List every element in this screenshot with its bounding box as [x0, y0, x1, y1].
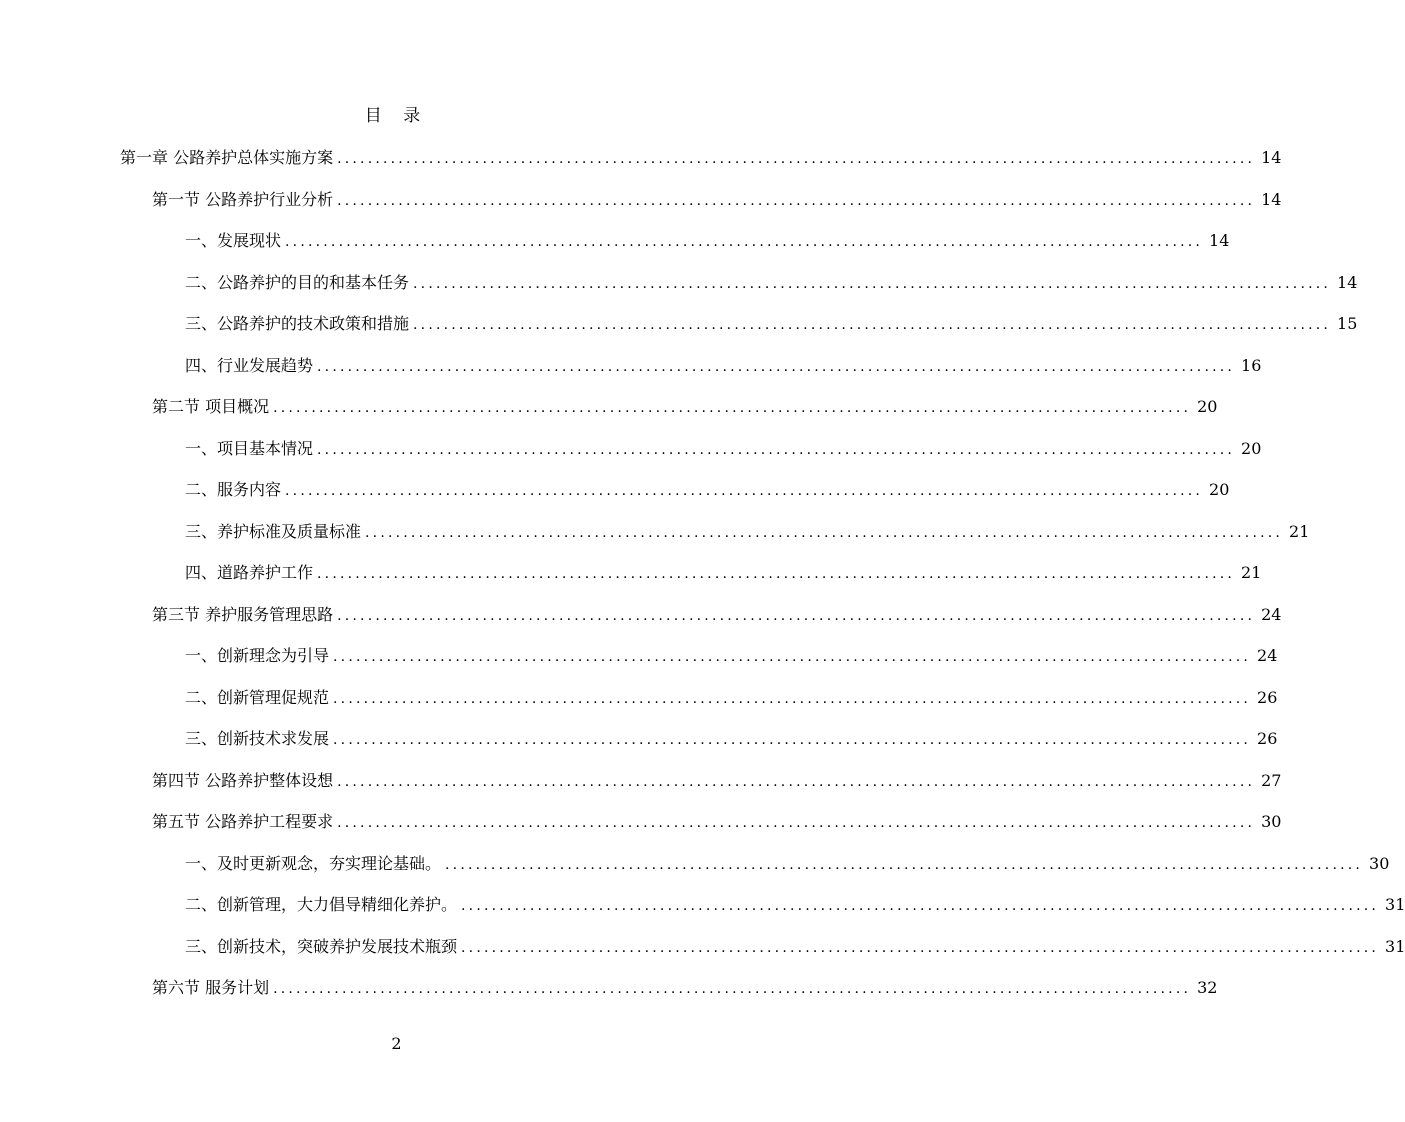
toc-entry-label: 三、创新技术求发展	[185, 729, 330, 748]
toc-entry[interactable]	[152, 769, 1282, 793]
toc-entry[interactable]	[185, 935, 1405, 959]
toc-entry-page: 15	[1337, 314, 1358, 333]
toc-title: 目 录	[364, 106, 429, 126]
toc-entry[interactable]	[185, 354, 1262, 378]
toc-dot-leader: ........................................................................................................................	[317, 358, 1236, 375]
toc-dot-leader: ........................................................................................................................	[333, 690, 1252, 707]
toc-entry-label: 第六节 服务计划	[152, 978, 270, 997]
toc-entry[interactable]	[152, 395, 1218, 419]
toc-entry-page: 14	[1337, 272, 1358, 292]
toc-entry-page: 20	[1209, 480, 1230, 499]
toc-entry-label: 四、道路养护工作	[185, 563, 314, 582]
toc-entry-page: 27	[1261, 770, 1282, 790]
toc-entry-label: 三、公路养护的技术政策和措施	[185, 314, 410, 333]
toc-dot-leader: ........................................................................................................................	[413, 317, 1332, 333]
toc-dot-leader: ........................................................................................................................	[285, 483, 1204, 499]
toc-entry-label: 三、养护标准及质量标准	[185, 521, 362, 541]
toc-entry-page: 26	[1257, 687, 1278, 707]
toc-entry-page: 32	[1197, 978, 1218, 997]
toc-entry[interactable]	[185, 686, 1278, 710]
toc-dot-leader: ........................................................................................................................	[337, 815, 1256, 831]
toc-entry-page: 14	[1261, 189, 1282, 209]
toc-entry-label: 第三节 养护服务管理思路	[152, 604, 334, 624]
toc-dot-leader: ........................................................................................................................	[285, 234, 1204, 250]
toc-dot-leader: ........................................................................................................................	[333, 732, 1252, 748]
toc-entry[interactable]	[185, 478, 1230, 502]
toc-dot-leader: ........................................................................................................................	[337, 192, 1256, 209]
toc-entry-page: 31	[1385, 936, 1405, 956]
toc-entry-label: 第五节 公路养护工程要求	[152, 812, 334, 831]
toc-entry-label: 一、及时更新观念，夯实理论基础。	[185, 853, 442, 873]
toc-entry-label: 三、创新技术，突破养护发展技术瓶颈	[185, 936, 458, 956]
toc-dot-leader: ........................................................................................................................	[317, 566, 1236, 582]
toc-entry-label: 第四节 公路养护整体设想	[152, 770, 334, 790]
toc-dot-leader: ........................................................................................................................	[337, 151, 1256, 167]
toc-dot-leader: ........................................................................................................................	[333, 649, 1252, 665]
toc-entry[interactable]	[185, 312, 1358, 336]
toc-dot-leader: ........................................................................................................................	[461, 939, 1380, 956]
toc-entry-page: 14	[1209, 231, 1230, 250]
toc-entry-label: 二、服务内容	[185, 480, 282, 499]
toc-entry[interactable]	[152, 810, 1282, 834]
toc-entry-page: 30	[1369, 853, 1390, 873]
toc-entry-label: 四、行业发展趋势	[185, 355, 314, 375]
toc-entry-page: 21	[1289, 521, 1310, 541]
toc-entry[interactable]	[185, 852, 1390, 876]
toc-entry-label: 二、创新管理，大力倡导精细化养护。	[185, 895, 458, 914]
toc-entry-label: 二、公路养护的目的和基本任务	[185, 272, 410, 292]
toc-entry-label: 二、创新管理促规范	[185, 687, 330, 707]
toc-entry[interactable]	[185, 644, 1278, 668]
toc-dot-leader: ........................................................................................................................	[273, 400, 1192, 416]
toc-entry-page: 30	[1261, 812, 1282, 831]
toc-entry-page: 16	[1241, 355, 1262, 375]
toc-dot-leader: ........................................................................................................................	[273, 981, 1192, 997]
toc-entry[interactable]	[185, 893, 1405, 917]
toc-dot-leader: ........................................................................................................................	[365, 524, 1284, 541]
toc-entry-page: 20	[1241, 438, 1262, 458]
toc-entry[interactable]	[185, 437, 1262, 461]
toc-dot-leader: ........................................................................................................................	[445, 856, 1364, 873]
toc-entry-label: 第二节 项目概况	[152, 397, 270, 416]
toc-entry-label: 一、发展现状	[185, 231, 282, 250]
toc-entry[interactable]	[185, 229, 1230, 253]
toc-entry-label: 一、项目基本情况	[185, 438, 314, 458]
toc-entry[interactable]	[152, 603, 1282, 627]
toc-dot-leader: ........................................................................................................................	[413, 275, 1332, 292]
toc-entry-page: 24	[1261, 604, 1282, 624]
toc-entry[interactable]	[185, 271, 1358, 295]
toc-entry-page: 20	[1197, 397, 1218, 416]
toc-entry-page: 24	[1257, 646, 1278, 665]
toc-entry-page: 14	[1261, 148, 1282, 167]
toc-entry[interactable]	[185, 727, 1278, 751]
toc-entry-page: 26	[1257, 729, 1278, 748]
toc-entry-page: 21	[1241, 563, 1262, 582]
toc-dot-leader: ........................................................................................................................	[461, 898, 1380, 914]
toc-dot-leader: ........................................................................................................................	[337, 773, 1256, 790]
toc-entry-label: 第一节 公路养护行业分析	[152, 189, 334, 209]
toc-entry[interactable]	[152, 188, 1282, 212]
toc-entry[interactable]	[152, 976, 1218, 1000]
toc-entry[interactable]	[185, 520, 1310, 544]
page-number: 2	[391, 1034, 402, 1053]
toc-entry[interactable]	[120, 146, 1282, 170]
toc-entry-label: 第一章 公路养护总体实施方案	[120, 148, 334, 167]
toc-entry-label: 一、创新理念为引导	[185, 646, 330, 665]
toc-dot-leader: ........................................................................................................................	[317, 441, 1236, 458]
toc-dot-leader: ........................................................................................................................	[337, 607, 1256, 624]
toc-entry-page: 31	[1385, 895, 1405, 914]
toc-entry[interactable]	[185, 561, 1262, 585]
